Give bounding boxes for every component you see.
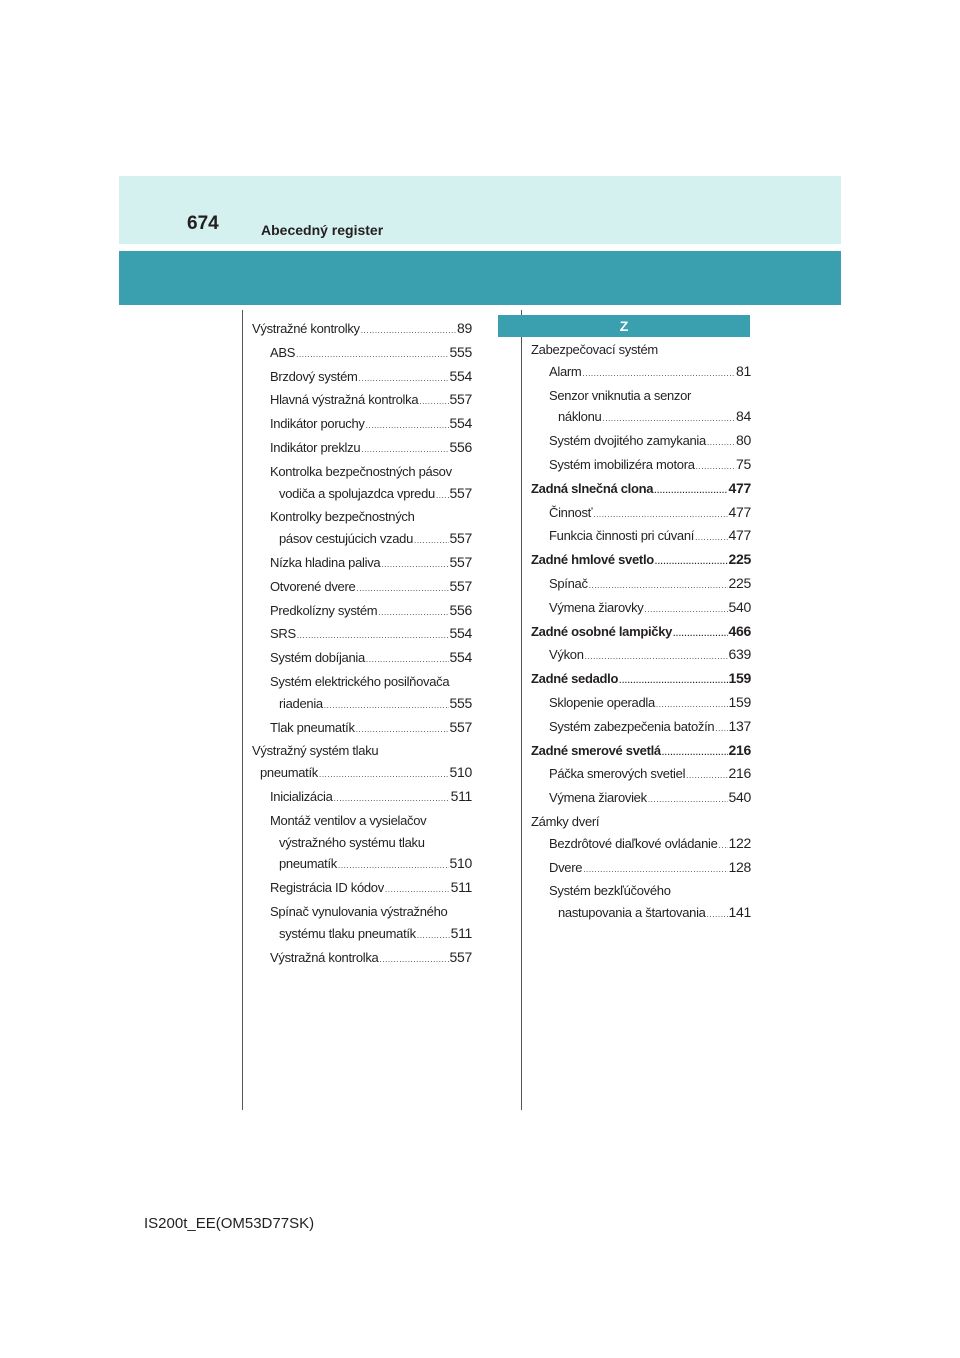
index-entry — [531, 406, 751, 430]
dot-leader — [381, 552, 448, 576]
entry-page-number: 540 — [728, 598, 751, 615]
index-entry — [252, 853, 472, 877]
entry-page-number: 555 — [449, 694, 472, 711]
entry-page-number: 216 — [728, 741, 751, 758]
entry-term: Činnosť — [549, 504, 593, 520]
index-entry — [252, 366, 472, 390]
index-entry — [252, 552, 472, 576]
entry-term: Systém imobilizéra motora — [549, 456, 695, 472]
dot-leader — [582, 361, 735, 385]
index-entry — [531, 621, 751, 645]
entry-term: Zadné osobné lampičky — [531, 623, 673, 639]
index-entry — [252, 923, 472, 947]
entry-term: Sklopenie operadla — [549, 694, 655, 710]
index-entry — [531, 502, 751, 526]
index-entry — [252, 647, 472, 671]
index-entry — [252, 623, 472, 647]
dot-leader — [719, 833, 728, 857]
index-entry — [252, 600, 472, 624]
index-entry — [531, 644, 751, 668]
dot-leader — [324, 693, 449, 717]
dot-leader — [593, 502, 727, 526]
entry-term: Výstražné kontrolky — [252, 321, 360, 336]
dot-leader — [419, 389, 448, 413]
dot-leader — [654, 478, 727, 502]
index-entry — [531, 361, 751, 385]
dot-leader — [686, 763, 727, 787]
index-entry — [252, 342, 472, 366]
entry-term: Hlavná výstražná kontrolka — [270, 392, 419, 408]
index-column-left — [252, 318, 472, 970]
entry-page-number: 477 — [728, 479, 751, 496]
dot-leader — [359, 366, 449, 390]
index-entry — [531, 692, 751, 716]
entry-term: Výmena žiarovky — [549, 599, 644, 615]
dot-leader — [619, 668, 727, 692]
entry-term: Registrácia ID kódov — [270, 880, 384, 896]
dot-leader — [334, 786, 450, 810]
dot-leader — [361, 437, 448, 461]
dot-leader — [707, 430, 735, 454]
index-entry — [531, 902, 751, 926]
entry-page-number: 216 — [728, 765, 751, 782]
index-entry — [531, 668, 751, 692]
index-entry — [531, 549, 751, 573]
dot-leader — [662, 740, 728, 764]
entry-page-number: 128 — [728, 858, 751, 875]
entry-page-number: 466 — [728, 622, 751, 639]
index-entry — [252, 576, 472, 600]
entry-page-number: 557 — [449, 391, 472, 408]
entry-page-number: 557 — [449, 948, 472, 965]
index-entry — [252, 528, 472, 552]
entry-page-number: 477 — [728, 527, 751, 544]
dot-leader — [417, 923, 450, 947]
entry-page-number: 511 — [450, 924, 472, 941]
entry-page-number: 511 — [450, 879, 472, 896]
entry-term: Výkon — [549, 647, 584, 663]
entry-page-number: 557 — [449, 484, 472, 501]
entry-term: Alarm — [549, 363, 582, 379]
entry-term: Funkcia činnosti pri cúvaní — [549, 528, 695, 544]
index-entry — [531, 454, 751, 478]
index-entry-line: Výstražný systém tlaku — [252, 743, 379, 759]
index-entry-line: Systém bezkľúčového — [549, 883, 671, 899]
entry-page-number: 141 — [728, 904, 751, 921]
entry-page-number: 511 — [450, 787, 472, 804]
entry-page-number: 557 — [449, 553, 472, 570]
entry-page-number: 81 — [736, 362, 751, 379]
dot-leader — [379, 947, 448, 971]
index-entry — [252, 389, 472, 413]
entry-page-number: 554 — [449, 367, 472, 384]
entry-term: Predkolízny systém — [270, 602, 378, 618]
dot-leader — [361, 318, 456, 342]
entry-page-number: 225 — [728, 551, 751, 568]
page-number: 674 — [187, 213, 219, 234]
entry-term: Zadné sedadlo — [531, 671, 619, 687]
dot-leader — [707, 902, 728, 926]
entry-page-number: 554 — [449, 415, 472, 432]
index-entry-line: Systém elektrického posilňovača — [270, 673, 450, 689]
dot-leader — [366, 413, 449, 437]
entry-page-number: 639 — [728, 646, 751, 663]
index-entry — [252, 786, 472, 810]
entry-term: Systém dvojitého zamykania — [549, 433, 706, 449]
entry-term: Zadná slnečná clona — [531, 480, 654, 496]
entry-term: SRS — [270, 626, 296, 642]
index-entry — [252, 483, 472, 507]
entry-term: Nízka hladina paliva — [270, 554, 381, 570]
entry-page-number: 477 — [728, 503, 751, 520]
section-title: Abecedný register — [261, 222, 384, 238]
index-entry-line: Zámky dverí — [531, 813, 600, 829]
index-entry — [252, 437, 472, 461]
index-entry — [531, 430, 751, 454]
dot-leader — [673, 621, 727, 645]
entry-term: Otvorené dvere — [270, 578, 356, 594]
entry-page-number: 137 — [728, 717, 751, 734]
entry-term: Systém dobíjania — [270, 650, 365, 666]
dot-leader — [378, 600, 448, 624]
dot-leader — [696, 454, 735, 478]
entry-term: riadenia — [279, 695, 323, 711]
index-entry — [531, 740, 751, 764]
entry-term: Výmena žiaroviek — [549, 790, 647, 806]
index-entry-line: Zabezpečovací systém — [531, 342, 658, 357]
dot-leader — [436, 483, 449, 507]
dot-leader — [366, 647, 449, 671]
dot-leader — [356, 717, 449, 741]
entry-page-number: 510 — [449, 764, 472, 781]
dot-leader — [585, 644, 728, 668]
header-band — [119, 176, 841, 244]
index-entry — [531, 573, 751, 597]
entry-page-number: 89 — [457, 320, 472, 336]
entry-term: náklonu — [558, 409, 602, 425]
entry-term: Výstražná kontrolka — [270, 949, 379, 965]
entry-page-number: 555 — [449, 343, 472, 360]
index-entry — [531, 478, 751, 502]
index-entry — [252, 413, 472, 437]
column-divider-left — [242, 310, 243, 1110]
index-entry — [252, 717, 472, 741]
dot-leader — [648, 787, 728, 811]
model-code: IS200t_EE(OM53D77SK) — [144, 1215, 315, 1232]
dot-leader — [296, 342, 448, 366]
entry-term: Systém zabezpečenia batožín — [549, 718, 715, 734]
index-entry — [252, 693, 472, 717]
index-column-right — [531, 339, 751, 926]
letter-heading: Z — [498, 315, 750, 337]
entry-page-number: 159 — [728, 670, 751, 687]
entry-term: Spínač — [549, 575, 588, 591]
dot-leader — [338, 853, 449, 877]
index-entry — [531, 716, 751, 740]
dot-leader — [589, 573, 728, 597]
entry-page-number: 75 — [736, 455, 751, 472]
header-accent-bar — [119, 251, 841, 305]
index-entry-line: Spínač vynulovania výstražného — [270, 903, 448, 919]
entry-term: Zadné hmlové svetlo — [531, 552, 654, 568]
entry-term: Indikátor poruchy — [270, 416, 365, 432]
entry-page-number: 557 — [449, 577, 472, 594]
dot-leader — [602, 406, 735, 430]
entry-term: pásov cestujúcich vzadu — [279, 531, 414, 547]
entry-page-number: 122 — [728, 834, 751, 851]
index-entry-line: výstražného systému tlaku — [279, 834, 425, 850]
entry-page-number: 80 — [736, 432, 751, 449]
entry-term: ABS — [270, 344, 296, 360]
index-entry — [531, 833, 751, 857]
entry-term: Zadné smerové svetlá — [531, 742, 661, 758]
dot-leader — [715, 716, 727, 740]
entry-term: pneumatík — [279, 856, 338, 872]
index-entry — [252, 762, 472, 786]
entry-page-number: 556 — [449, 601, 472, 618]
entry-term: vodiča a spolujazdca vpredu — [279, 485, 435, 501]
entry-page-number: 510 — [449, 855, 472, 872]
entry-term: Bezdrôtové diaľkové ovládanie — [549, 835, 718, 851]
index-entry — [531, 763, 751, 787]
column-divider-middle — [521, 310, 522, 1110]
entry-page-number: 557 — [449, 530, 472, 547]
dot-leader — [385, 877, 450, 901]
entry-term: Indikátor preklzu — [270, 439, 361, 455]
entry-page-number: 225 — [728, 574, 751, 591]
dot-leader — [356, 576, 448, 600]
entry-term: Tlak pneumatík — [270, 719, 355, 735]
entry-term: Páčka smerových svetiel — [549, 766, 686, 782]
entry-page-number: 554 — [449, 625, 472, 642]
entry-page-number: 84 — [736, 408, 751, 425]
entry-term: nastupovania a štartovania — [558, 905, 706, 921]
dot-leader — [414, 528, 449, 552]
entry-term: systému tlaku pneumatík — [279, 925, 416, 941]
entry-page-number: 557 — [449, 718, 472, 735]
index-entry — [252, 877, 472, 901]
index-entry-line: Montáž ventilov a vysielačov — [270, 812, 427, 828]
index-entry — [252, 318, 472, 342]
entry-page-number: 554 — [449, 649, 472, 666]
index-entry — [531, 787, 751, 811]
entry-page-number: 159 — [728, 693, 751, 710]
dot-leader — [655, 549, 728, 573]
entry-page-number: 540 — [728, 789, 751, 806]
index-entry — [252, 947, 472, 971]
index-entry — [531, 525, 751, 549]
dot-leader — [297, 623, 449, 647]
entry-term: Brzdový systém — [270, 368, 358, 384]
index-entry-line: Senzor vniknutia a senzor — [549, 387, 692, 403]
dot-leader — [583, 857, 727, 881]
entry-term: Inicializácia — [270, 788, 333, 804]
dot-leader — [644, 597, 727, 621]
index-entry-line: Kontrolka bezpečnostných pásov — [270, 463, 452, 479]
entry-term: pneumatík — [260, 765, 319, 781]
entry-page-number: 556 — [449, 438, 472, 455]
index-entry — [531, 597, 751, 621]
index-entry-line: Kontrolky bezpečnostných — [270, 509, 415, 525]
index-entry — [531, 857, 751, 881]
dot-leader — [319, 762, 449, 786]
dot-leader — [656, 692, 728, 716]
entry-term: Dvere — [549, 859, 583, 875]
dot-leader — [695, 525, 727, 549]
